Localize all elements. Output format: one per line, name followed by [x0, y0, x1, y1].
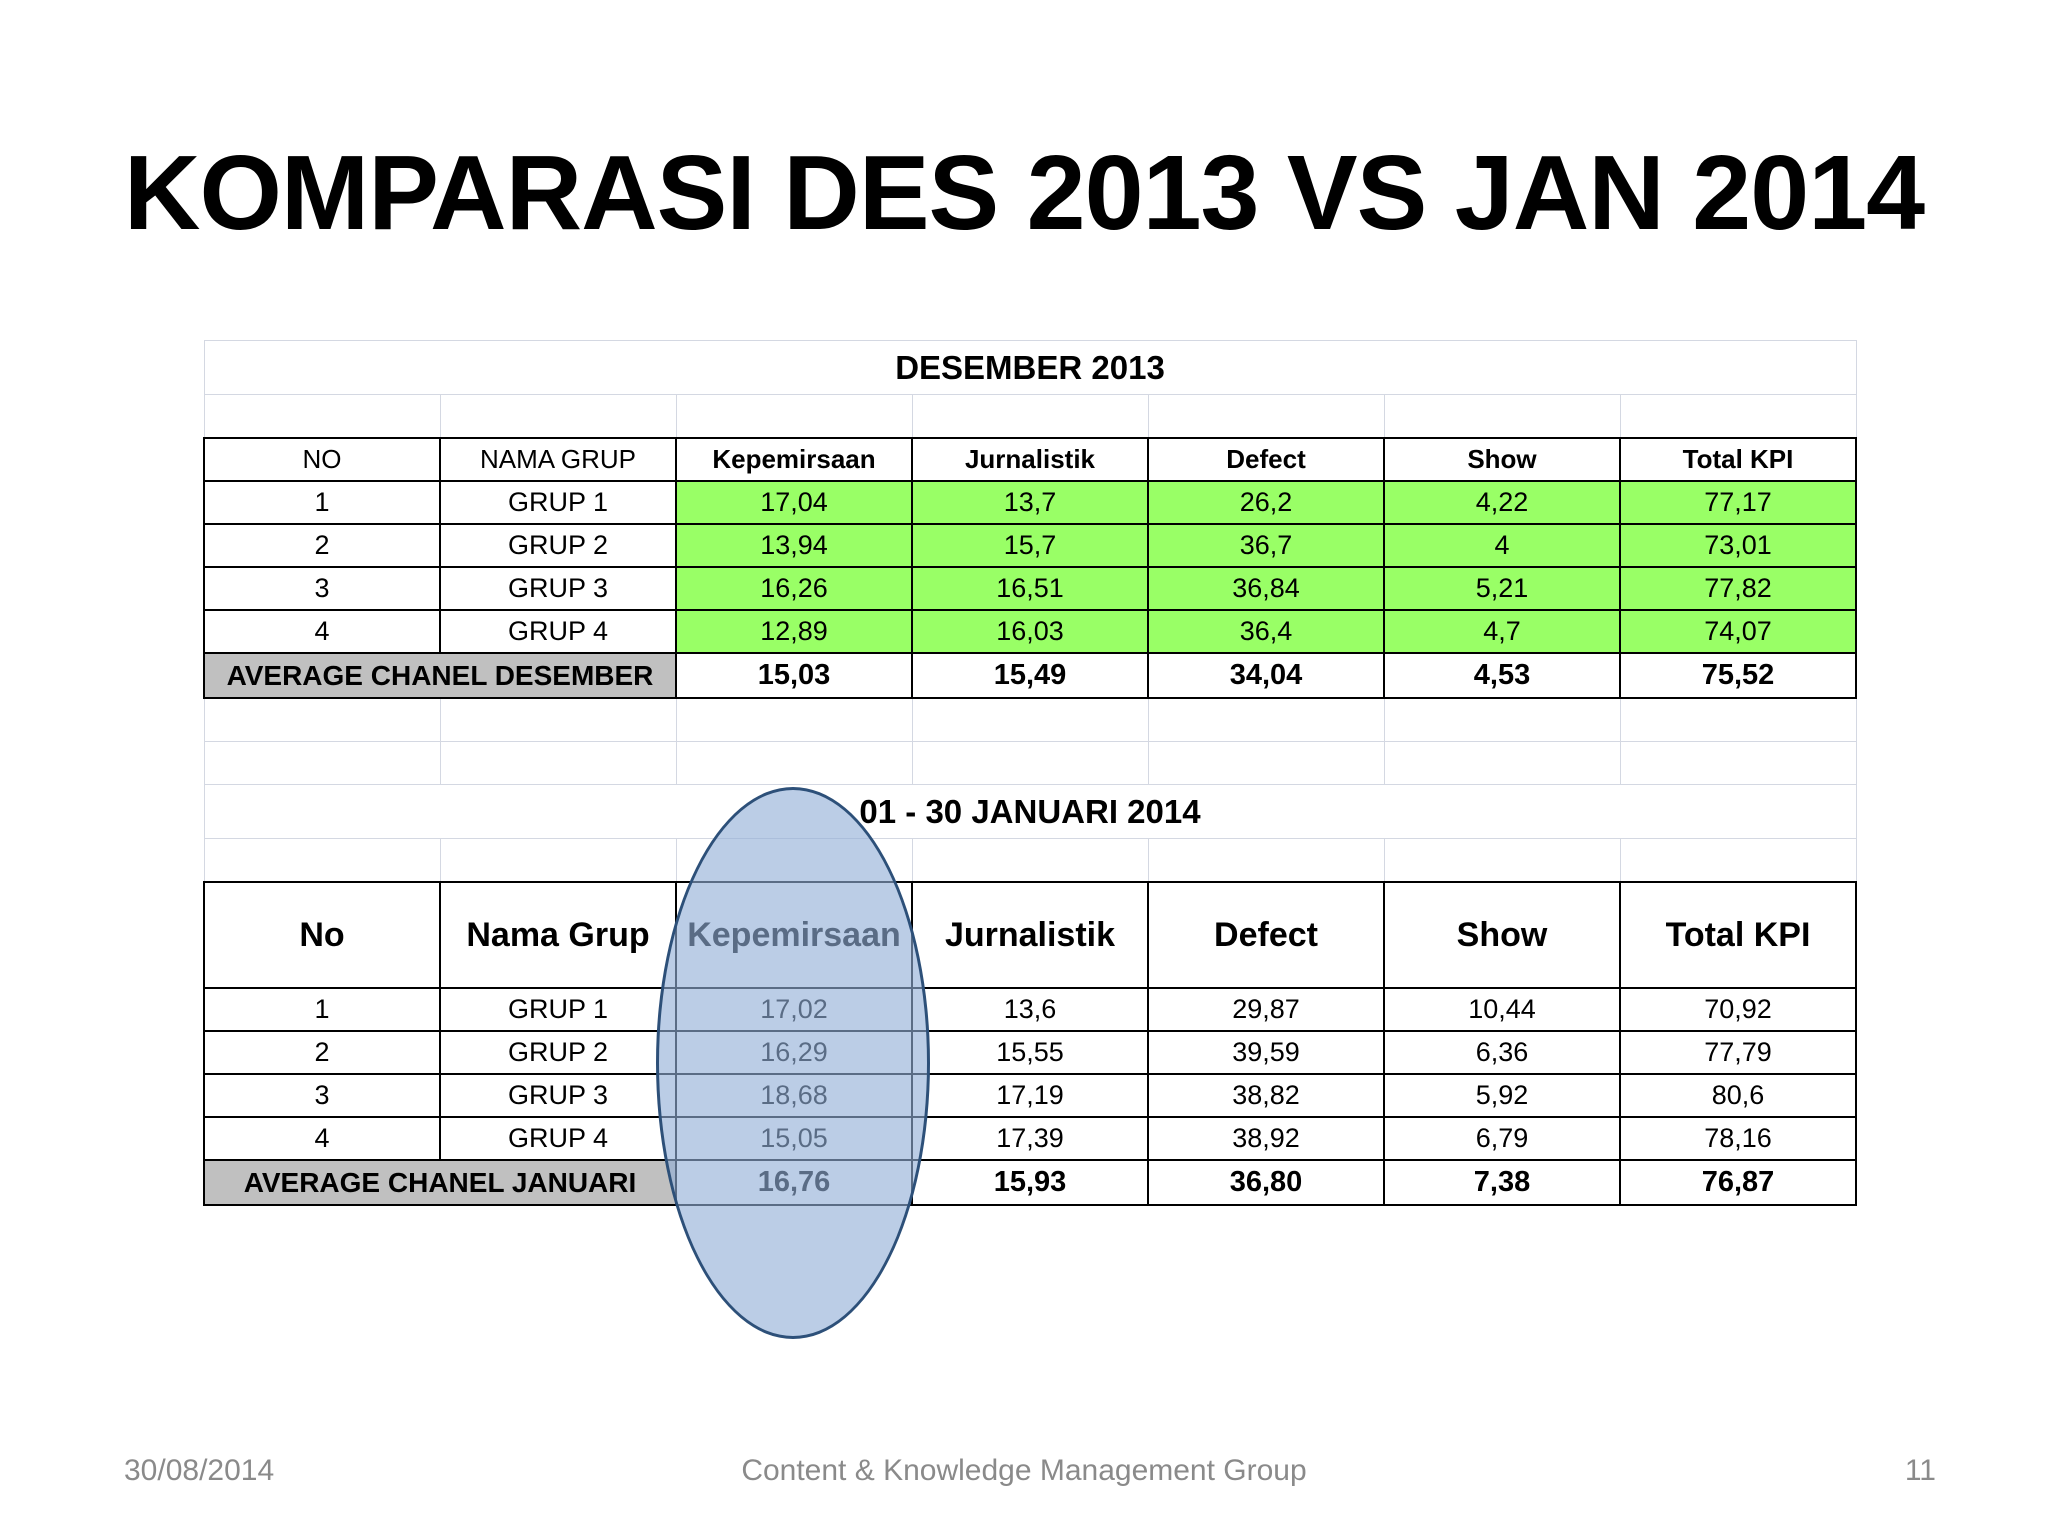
header-defect: Defect	[1148, 438, 1384, 481]
header-no: No	[204, 882, 440, 988]
cell-nama-grup: GRUP 2	[440, 524, 676, 567]
cell-no: 3	[204, 1074, 440, 1117]
cell-total-kpi: 77,82	[1620, 567, 1856, 610]
header-jurnalistik: Jurnalistik	[912, 438, 1148, 481]
spacer-row	[204, 395, 1856, 439]
average-kepemirsaan: 15,03	[676, 653, 912, 698]
cell-total-kpi: 77,17	[1620, 481, 1856, 524]
cell-kepemirsaan: 16,26	[676, 567, 912, 610]
header-show: Show	[1384, 438, 1620, 481]
header-no: NO	[204, 438, 440, 481]
cell-jurnalistik: 13,7	[912, 481, 1148, 524]
cell-nama-grup: GRUP 1	[440, 481, 676, 524]
slide-title: KOMPARASI DES 2013 VS JAN 2014	[123, 134, 1925, 252]
cell-jurnalistik: 17,39	[912, 1117, 1148, 1160]
table-row	[204, 1117, 1856, 1160]
cell-nama-grup: GRUP 2	[440, 1031, 676, 1074]
cell-defect: 39,59	[1148, 1031, 1384, 1074]
average-show: 7,38	[1384, 1160, 1620, 1205]
cell-nama-grup: GRUP 3	[440, 1074, 676, 1117]
footer-date: 30/08/2014	[124, 1454, 275, 1487]
header-show: Show	[1384, 882, 1620, 988]
cell-kepemirsaan: 12,89	[676, 610, 912, 653]
cell-nama-grup: GRUP 4	[440, 610, 676, 653]
spacer-row	[204, 742, 1856, 785]
average-show: 4,53	[1384, 653, 1620, 698]
cell-total-kpi: 73,01	[1620, 524, 1856, 567]
cell-no: 2	[204, 1031, 440, 1074]
kepemirsaan-highlight-ellipse	[656, 787, 930, 1339]
header-total-kpi: Total KPI	[1620, 438, 1856, 481]
januari-caption: 01 - 30 JANUARI 2014	[204, 785, 1856, 839]
cell-total-kpi: 78,16	[1620, 1117, 1856, 1160]
table-row	[204, 481, 1856, 524]
cell-no: 1	[204, 988, 440, 1031]
average-label: AVERAGE CHANEL DESEMBER	[204, 653, 676, 698]
cell-no: 2	[204, 524, 440, 567]
cell-show: 6,36	[1384, 1031, 1620, 1074]
average-jurnalistik: 15,49	[912, 653, 1148, 698]
table-row	[204, 610, 1856, 653]
cell-jurnalistik: 16,51	[912, 567, 1148, 610]
header-total-kpi: Total KPI	[1620, 882, 1856, 988]
table-row	[204, 524, 1856, 567]
header-defect: Defect	[1148, 882, 1384, 988]
cell-nama-grup: GRUP 3	[440, 567, 676, 610]
cell-jurnalistik: 17,19	[912, 1074, 1148, 1117]
cell-defect: 38,82	[1148, 1074, 1384, 1117]
cell-show: 5,92	[1384, 1074, 1620, 1117]
cell-no: 3	[204, 567, 440, 610]
cell-defect: 36,7	[1148, 524, 1384, 567]
header-kepemirsaan: Kepemirsaan	[676, 438, 912, 481]
footer-organization: Content & Knowledge Management Group	[741, 1454, 1307, 1487]
average-jurnalistik: 15,93	[912, 1160, 1148, 1205]
cell-show: 10,44	[1384, 988, 1620, 1031]
desember-caption-row	[204, 341, 1856, 395]
cell-kepemirsaan: 13,94	[676, 524, 912, 567]
average-defect: 36,80	[1148, 1160, 1384, 1205]
januari-header-row	[204, 882, 1856, 988]
header-nama-grup: Nama Grup	[440, 882, 676, 988]
januari-average-row	[204, 1160, 1856, 1205]
average-label: AVERAGE CHANEL JANUARI	[204, 1160, 676, 1205]
desember-header-row	[204, 438, 1856, 481]
cell-nama-grup: GRUP 1	[440, 988, 676, 1031]
desember-caption: DESEMBER 2013	[204, 341, 1856, 395]
comparison-sheet	[203, 340, 1857, 1206]
average-total-kpi: 75,52	[1620, 653, 1856, 698]
spacer-row	[204, 839, 1856, 883]
table-row	[204, 1031, 1856, 1074]
table-row	[204, 988, 1856, 1031]
cell-no: 1	[204, 481, 440, 524]
header-nama-grup: NAMA GRUP	[440, 438, 676, 481]
cell-show: 6,79	[1384, 1117, 1620, 1160]
cell-defect: 36,84	[1148, 567, 1384, 610]
cell-show: 5,21	[1384, 567, 1620, 610]
cell-no: 4	[204, 1117, 440, 1160]
cell-defect: 26,2	[1148, 481, 1384, 524]
cell-kepemirsaan: 17,04	[676, 481, 912, 524]
cell-jurnalistik: 15,55	[912, 1031, 1148, 1074]
cell-nama-grup: GRUP 4	[440, 1117, 676, 1160]
table-row	[204, 1074, 1856, 1117]
cell-defect: 29,87	[1148, 988, 1384, 1031]
cell-total-kpi: 80,6	[1620, 1074, 1856, 1117]
header-jurnalistik: Jurnalistik	[912, 882, 1148, 988]
cell-no: 4	[204, 610, 440, 653]
cell-defect: 38,92	[1148, 1117, 1384, 1160]
average-defect: 34,04	[1148, 653, 1384, 698]
average-total-kpi: 76,87	[1620, 1160, 1856, 1205]
cell-show: 4,22	[1384, 481, 1620, 524]
spacer-row	[204, 698, 1856, 742]
cell-total-kpi: 74,07	[1620, 610, 1856, 653]
cell-show: 4,7	[1384, 610, 1620, 653]
cell-show: 4	[1384, 524, 1620, 567]
cell-total-kpi: 77,79	[1620, 1031, 1856, 1074]
cell-jurnalistik: 16,03	[912, 610, 1148, 653]
januari-caption-row	[204, 785, 1856, 839]
table-row	[204, 567, 1856, 610]
footer-page-number: 11	[1904, 1454, 1936, 1487]
cell-jurnalistik: 13,6	[912, 988, 1148, 1031]
cell-jurnalistik: 15,7	[912, 524, 1148, 567]
desember-average-row	[204, 653, 1856, 698]
cell-defect: 36,4	[1148, 610, 1384, 653]
cell-total-kpi: 70,92	[1620, 988, 1856, 1031]
